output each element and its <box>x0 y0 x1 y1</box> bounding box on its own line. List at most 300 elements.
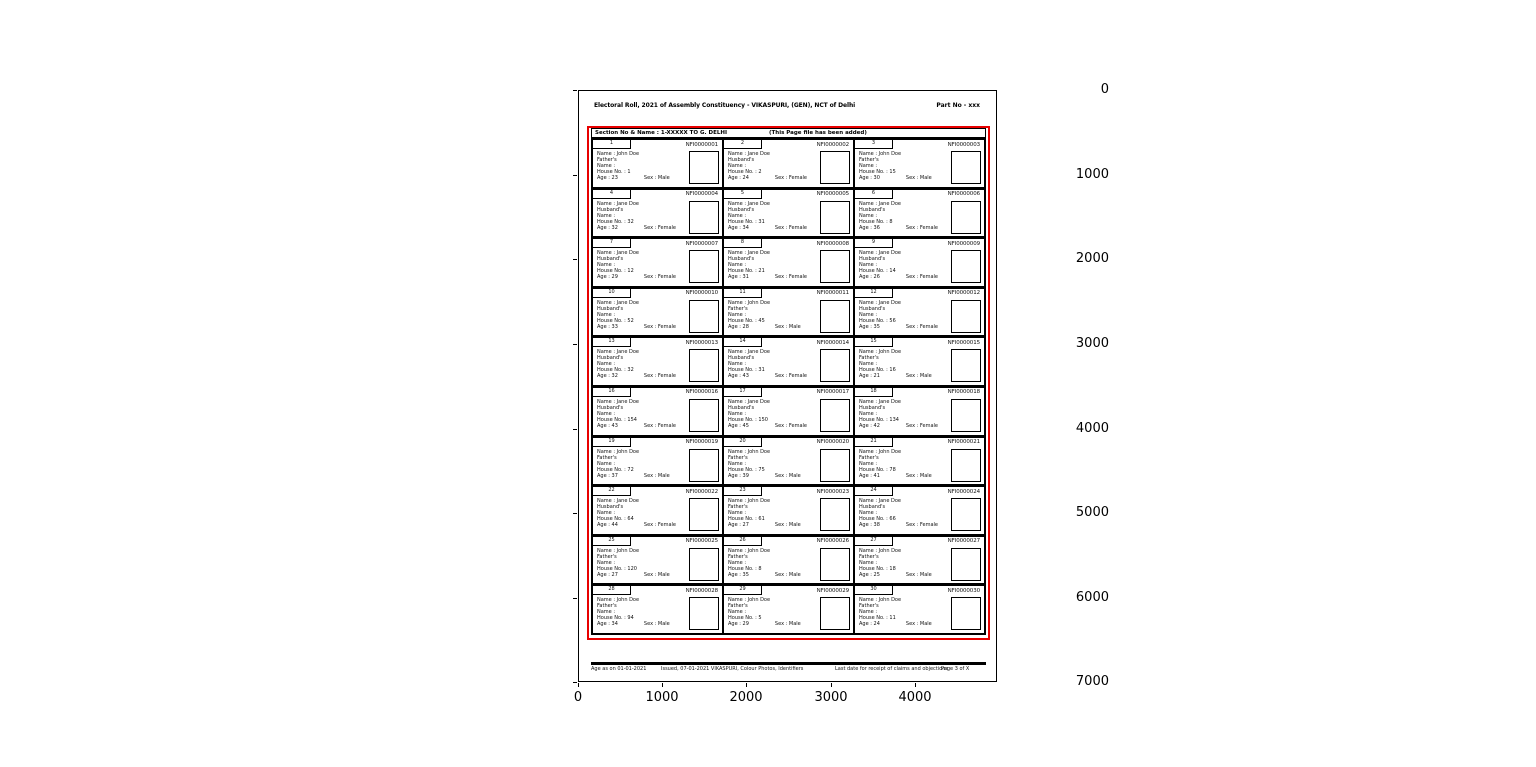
voter-age: Age : 45 <box>728 422 749 429</box>
voter-name: Name : Jane Doe <box>728 349 770 356</box>
relation-label: Husband's <box>597 305 624 312</box>
voter-name: Name : Jane Doe <box>859 200 901 207</box>
house-number: House No. : 32 <box>597 218 634 225</box>
voter-age: Age : 34 <box>728 224 749 231</box>
epic-number: NFI0000022 <box>685 488 718 495</box>
voter-age: Age : 32 <box>597 224 618 231</box>
voter-sex: Sex : Male <box>905 175 932 181</box>
photo-box <box>820 201 850 234</box>
epic-number: NFI0000015 <box>947 339 980 346</box>
serial-number-box: 15 <box>855 338 893 347</box>
house-number: House No. : 78 <box>859 466 896 473</box>
relation-name: Name : <box>728 212 747 219</box>
voter-age: Age : 29 <box>597 274 618 281</box>
relation-label: Husband's <box>597 355 624 362</box>
voter-name: Name : Jane Doe <box>597 299 639 306</box>
photo-box <box>820 548 850 581</box>
age-sex-line <box>597 324 686 330</box>
electoral-roll-page <box>579 91 996 681</box>
voter-sex: Sex : Male <box>905 472 932 479</box>
voter-details <box>597 548 686 578</box>
age-sex-line <box>728 274 817 280</box>
voter-details <box>728 349 817 379</box>
serial-number-box: 18 <box>855 388 893 397</box>
age-sex-line <box>728 572 817 578</box>
voter-age: Age : 43 <box>597 422 618 429</box>
relation-name: Name : <box>859 212 878 219</box>
voter-sex: Sex : Female <box>643 422 676 429</box>
voter-card <box>592 337 723 386</box>
voter-name: Name : John Doe <box>859 349 902 356</box>
y-tick-label-7000: 7000 <box>1075 673 1109 689</box>
voter-details <box>859 449 948 479</box>
y-tick-label-5000: 5000 <box>1075 504 1109 520</box>
photo-box <box>820 449 850 482</box>
relation-name: Name : <box>728 609 747 616</box>
photo-box <box>951 151 981 184</box>
voter-age: Age : 26 <box>859 274 880 281</box>
epic-number: NFI0000019 <box>685 439 718 446</box>
voter-age: Age : 31 <box>728 274 749 281</box>
voter-details <box>597 151 686 181</box>
serial-number-box: 21 <box>855 438 893 447</box>
voter-details <box>859 597 948 627</box>
voter-details <box>859 250 948 280</box>
epic-number: NFI0000029 <box>816 587 849 594</box>
voter-sex: Sex : Female <box>905 323 938 330</box>
voter-name: Name : Jane Doe <box>728 398 770 405</box>
voter-name: Name : Jane Doe <box>728 250 770 257</box>
serial-number-box: 27 <box>855 537 893 546</box>
x-tick-mark <box>831 683 832 687</box>
relation-label: Husband's <box>728 355 755 362</box>
voter-sex: Sex : Male <box>643 472 670 479</box>
house-number: House No. : 1 <box>597 169 631 175</box>
epic-number: NFI0000013 <box>685 339 718 346</box>
voter-name: Name : John Doe <box>859 151 902 157</box>
photo-box <box>951 349 981 382</box>
photo-box <box>689 597 719 630</box>
photo-box <box>951 300 981 333</box>
voter-sex: Sex : Male <box>643 175 670 181</box>
epic-number: NFI0000028 <box>685 587 718 594</box>
epic-number: NFI0000018 <box>947 389 980 396</box>
voter-details <box>859 151 948 181</box>
voter-age: Age : 34 <box>597 621 618 628</box>
house-number: House No. : 31 <box>728 218 765 225</box>
relation-name: Name : <box>728 410 747 417</box>
y-tick-label-3000: 3000 <box>1075 335 1109 351</box>
voter-sex: Sex : Male <box>774 522 801 529</box>
epic-number: NFI0000006 <box>947 191 980 198</box>
voter-age: Age : 42 <box>859 422 880 429</box>
voter-card <box>854 337 985 386</box>
voter-name: Name : Jane Doe <box>728 200 770 207</box>
x-tick-label-3000: 3000 <box>814 690 848 705</box>
voter-details <box>728 449 817 479</box>
epic-number: NFI0000004 <box>685 191 718 198</box>
voter-sex: Sex : Female <box>774 224 807 231</box>
relation-label: Father's <box>728 454 748 461</box>
house-number: House No. : 11 <box>859 615 896 622</box>
x-tick-label-2000: 2000 <box>729 690 763 705</box>
relation-label: Husband's <box>859 504 886 511</box>
house-number: House No. : 16 <box>859 367 896 374</box>
serial-number-box: 3 <box>855 140 893 149</box>
epic-number: NFI0000014 <box>816 339 849 346</box>
voter-name: Name : John Doe <box>728 547 771 554</box>
voter-card <box>723 585 854 634</box>
voter-name: Name : Jane Doe <box>859 498 901 505</box>
voter-sex: Sex : Female <box>905 274 938 281</box>
voter-card <box>723 486 854 535</box>
voter-card <box>854 189 985 238</box>
photo-box <box>689 548 719 581</box>
voter-details <box>728 597 817 627</box>
voter-name: Name : Jane Doe <box>597 200 639 207</box>
serial-number-box: 30 <box>855 586 893 595</box>
voter-age: Age : 30 <box>859 175 880 181</box>
voter-sex: Sex : Male <box>643 571 670 578</box>
relation-name: Name : <box>728 311 747 318</box>
house-number: House No. : 52 <box>597 317 634 324</box>
relation-label: Husband's <box>859 206 886 213</box>
relation-name: Name : <box>728 460 747 467</box>
age-sex-line <box>728 621 817 627</box>
y-tick-label-2000: 2000 <box>1075 250 1109 266</box>
voter-age: Age : 23 <box>597 175 618 181</box>
voter-card <box>592 437 723 486</box>
voter-sex: Sex : Female <box>643 522 676 529</box>
serial-number-box: 20 <box>724 438 762 447</box>
house-number: House No. : 8 <box>728 565 762 572</box>
age-sex-line <box>728 473 817 479</box>
voter-card <box>854 238 985 287</box>
voter-name: Name : John Doe <box>859 597 902 604</box>
voter-sex: Sex : Female <box>905 422 938 429</box>
voter-details <box>859 300 948 330</box>
voter-name: Name : John Doe <box>728 299 771 306</box>
voter-card <box>723 337 854 386</box>
house-number: House No. : 150 <box>728 416 768 423</box>
photo-box <box>951 548 981 581</box>
relation-name: Name : <box>728 361 747 368</box>
voter-sex: Sex : Male <box>905 621 932 628</box>
relation-name: Name : <box>859 460 878 467</box>
relation-name: Name : <box>728 559 747 566</box>
age-sex-line <box>859 373 948 379</box>
voter-sex: Sex : Female <box>774 175 807 181</box>
voter-age: Age : 28 <box>728 323 749 330</box>
relation-label: Husband's <box>728 404 755 411</box>
voter-sex: Sex : Female <box>905 224 938 231</box>
epic-number: NFI0000016 <box>685 389 718 396</box>
serial-number-box: 16 <box>593 388 631 397</box>
relation-name: Name : <box>859 510 878 517</box>
house-number: House No. : 56 <box>859 317 896 324</box>
voter-card <box>592 139 723 188</box>
footer-page-number: Page 3 of X <box>941 666 970 672</box>
serial-number-box: 14 <box>724 338 762 347</box>
x-tick-mark <box>915 683 916 687</box>
age-sex-line <box>859 274 948 280</box>
age-sex-line <box>728 423 817 429</box>
epic-number: NFI0000024 <box>947 488 980 495</box>
house-number: House No. : 21 <box>728 268 765 275</box>
voter-details <box>728 498 817 528</box>
relation-label: Husband's <box>597 206 624 213</box>
photo-box <box>820 349 850 382</box>
x-tick-mark <box>662 683 663 687</box>
voter-card <box>723 387 854 436</box>
house-number: House No. : 15 <box>859 169 896 175</box>
x-tick-label-4000: 4000 <box>898 690 932 705</box>
relation-label: Husband's <box>597 504 624 511</box>
house-number: House No. : 64 <box>597 516 634 523</box>
photo-box <box>820 597 850 630</box>
photo-box <box>820 151 850 184</box>
voter-details <box>597 399 686 429</box>
voter-age: Age : 39 <box>728 472 749 479</box>
voter-card <box>592 189 723 238</box>
serial-number-box: 29 <box>724 586 762 595</box>
photo-box <box>820 498 850 531</box>
serial-number-box: 25 <box>593 537 631 546</box>
voter-details <box>597 300 686 330</box>
serial-number-box: 6 <box>855 190 893 199</box>
serial-number-box: 11 <box>724 289 762 298</box>
house-number: House No. : 154 <box>597 416 637 423</box>
section-name-text: Section No & Name : 1-XXXXX TO G. DELHI <box>595 130 728 136</box>
relation-label: Father's <box>859 157 879 163</box>
voter-sex: Sex : Male <box>905 373 932 380</box>
relation-label: Father's <box>728 553 748 560</box>
voter-age: Age : 24 <box>728 175 749 181</box>
epic-number: NFI0000009 <box>947 240 980 247</box>
age-sex-line <box>597 621 686 627</box>
age-sex-line <box>859 175 948 181</box>
voter-name: Name : John Doe <box>728 448 771 455</box>
relation-name: Name : <box>597 212 616 219</box>
photo-box <box>689 250 719 283</box>
voter-card <box>592 238 723 287</box>
voter-name: Name : John Doe <box>597 448 640 455</box>
footer-divider <box>591 662 986 665</box>
voter-name: Name : Jane Doe <box>597 250 639 257</box>
age-sex-line <box>728 373 817 379</box>
relation-label: Father's <box>728 603 748 610</box>
epic-number: NFI0000017 <box>816 389 849 396</box>
voter-card-grid <box>591 138 986 635</box>
epic-number: NFI0000008 <box>816 240 849 247</box>
relation-name: Name : <box>597 361 616 368</box>
relation-label: Father's <box>859 603 879 610</box>
footer-date-note: Last date for receipt of claims and objections <box>835 666 948 672</box>
epic-number: NFI0000001 <box>685 141 718 148</box>
house-number: House No. : 2 <box>728 169 762 175</box>
x-tick-label-1000: 1000 <box>645 690 679 705</box>
photo-box <box>951 399 981 432</box>
relation-label: Father's <box>597 454 617 461</box>
relation-label: Father's <box>728 305 748 312</box>
relation-label: Father's <box>859 553 879 560</box>
voter-sex: Sex : Female <box>905 522 938 529</box>
relation-name: Name : <box>597 410 616 417</box>
voter-sex: Sex : Male <box>643 621 670 628</box>
serial-number-box: 9 <box>855 239 893 248</box>
photo-box <box>689 449 719 482</box>
photo-box <box>820 300 850 333</box>
house-number: House No. : 75 <box>728 466 765 473</box>
y-tick-label-1000: 1000 <box>1075 166 1109 182</box>
voter-age: Age : 21 <box>859 373 880 380</box>
relation-name: Name : <box>859 609 878 616</box>
plot-axes <box>578 90 997 682</box>
epic-number: NFI0000003 <box>947 141 980 148</box>
voter-card <box>723 437 854 486</box>
voter-sex: Sex : Female <box>774 422 807 429</box>
age-sex-line <box>597 522 686 528</box>
age-sex-line <box>859 522 948 528</box>
footer-issue-note: Issued, 07-01-2021 VIKASPURI, Colour Photos, Identifiers <box>661 666 804 672</box>
voter-age: Age : 36 <box>859 224 880 231</box>
x-tick-mark <box>578 683 579 687</box>
relation-name: Name : <box>597 460 616 467</box>
voter-age: Age : 43 <box>728 373 749 380</box>
voter-card <box>723 238 854 287</box>
voter-details <box>859 399 948 429</box>
voter-card <box>592 486 723 535</box>
serial-number-box: 17 <box>724 388 762 397</box>
serial-number-box: 12 <box>855 289 893 298</box>
serial-number-box: 26 <box>724 537 762 546</box>
voter-sex: Sex : Female <box>774 373 807 380</box>
voter-details <box>728 250 817 280</box>
relation-label: Husband's <box>859 305 886 312</box>
voter-age: Age : 35 <box>859 323 880 330</box>
voter-sex: Sex : Male <box>905 571 932 578</box>
page-footer <box>591 666 986 674</box>
photo-box <box>951 449 981 482</box>
voter-card <box>723 189 854 238</box>
voter-details <box>859 548 948 578</box>
voter-card <box>723 139 854 188</box>
house-number: House No. : 32 <box>597 367 634 374</box>
voter-card <box>854 585 985 634</box>
serial-number-box: 2 <box>724 140 762 149</box>
epic-number: NFI0000027 <box>947 538 980 545</box>
voter-card <box>592 387 723 436</box>
voter-age: Age : 27 <box>597 571 618 578</box>
epic-number: NFI0000007 <box>685 240 718 247</box>
relation-name: Name : <box>859 163 878 169</box>
relation-label: Father's <box>597 603 617 610</box>
voter-details <box>728 151 817 181</box>
house-number: House No. : 61 <box>728 516 765 523</box>
epic-number: NFI0000020 <box>816 439 849 446</box>
voter-name: Name : Jane Doe <box>859 299 901 306</box>
voter-name: Name : John Doe <box>728 498 771 505</box>
photo-box <box>689 399 719 432</box>
age-sex-line <box>859 324 948 330</box>
voter-name: Name : John Doe <box>597 547 640 554</box>
house-number: House No. : 45 <box>728 317 765 324</box>
voter-card <box>854 437 985 486</box>
relation-name: Name : <box>859 361 878 368</box>
relation-name: Name : <box>859 559 878 566</box>
voter-card <box>854 387 985 436</box>
house-number: House No. : 66 <box>859 516 896 523</box>
y-tick-label-4000: 4000 <box>1075 420 1109 436</box>
section-header-bar <box>591 128 986 138</box>
epic-number: NFI0000026 <box>816 538 849 545</box>
voter-details <box>859 349 948 379</box>
age-sex-line <box>859 572 948 578</box>
house-number: House No. : 120 <box>597 565 637 572</box>
age-sex-line <box>728 522 817 528</box>
relation-label: Husband's <box>597 256 624 263</box>
voter-sex: Sex : Male <box>774 571 801 578</box>
photo-box <box>689 300 719 333</box>
footer-age-note: Age as on 01-01-2021 <box>591 666 647 672</box>
voter-name: Name : John Doe <box>728 597 771 604</box>
relation-name: Name : <box>859 262 878 269</box>
voter-details <box>728 548 817 578</box>
voter-name: Name : Jane Doe <box>597 398 639 405</box>
voter-card <box>854 486 985 535</box>
voter-age: Age : 29 <box>728 621 749 628</box>
voter-details <box>597 449 686 479</box>
voter-name: Name : John Doe <box>859 448 902 455</box>
photo-box <box>689 151 719 184</box>
voter-card <box>854 139 985 188</box>
photo-box <box>689 349 719 382</box>
photo-box <box>820 399 850 432</box>
serial-number-box: 23 <box>724 487 762 496</box>
serial-number-box: 22 <box>593 487 631 496</box>
voter-age: Age : 33 <box>597 323 618 330</box>
voter-age: Age : 35 <box>728 571 749 578</box>
photo-box <box>689 498 719 531</box>
voter-age: Age : 37 <box>597 472 618 479</box>
voter-sex: Sex : Female <box>643 373 676 380</box>
voter-sex: Sex : Female <box>643 274 676 281</box>
house-number: House No. : 5 <box>728 615 762 622</box>
epic-number: NFI0000010 <box>685 290 718 297</box>
serial-number-box: 28 <box>593 586 631 595</box>
voter-sex: Sex : Female <box>643 224 676 231</box>
x-tick-label-0: 0 <box>573 690 583 705</box>
voter-sex: Sex : Female <box>774 274 807 281</box>
relation-label: Father's <box>728 504 748 511</box>
epic-number: NFI0000005 <box>816 191 849 198</box>
voter-name: Name : Jane Doe <box>597 349 639 356</box>
voter-age: Age : 32 <box>597 373 618 380</box>
voter-age: Age : 24 <box>859 621 880 628</box>
epic-number: NFI0000021 <box>947 439 980 446</box>
voter-details <box>597 498 686 528</box>
epic-number: NFI0000012 <box>947 290 980 297</box>
age-sex-line <box>859 423 948 429</box>
voter-card <box>592 536 723 585</box>
photo-box <box>951 250 981 283</box>
voter-name: Name : Jane Doe <box>597 498 639 505</box>
serial-number-box: 1 <box>593 140 631 149</box>
relation-name: Name : <box>597 311 616 318</box>
age-sex-line <box>597 423 686 429</box>
photo-box <box>951 597 981 630</box>
relation-name: Name : <box>597 262 616 269</box>
